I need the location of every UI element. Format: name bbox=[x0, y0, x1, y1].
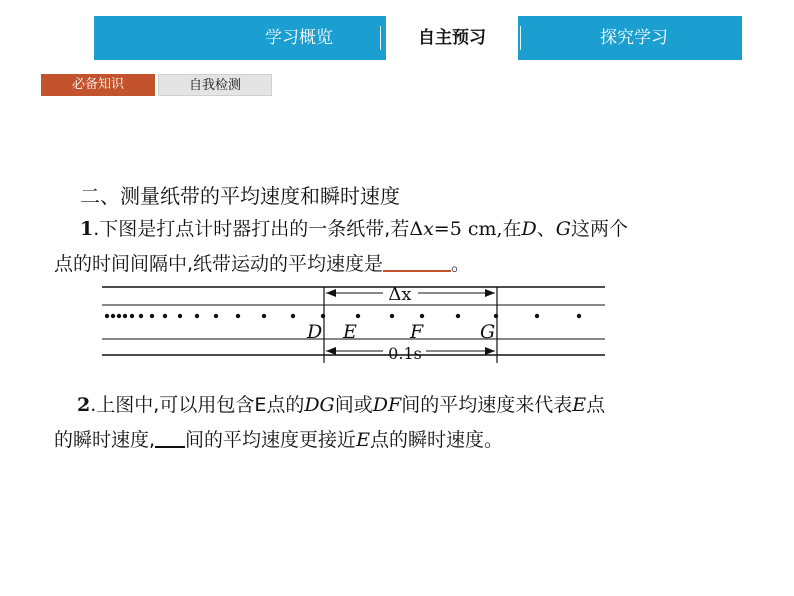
tab-overview[interactable]: 学习概览 bbox=[265, 28, 333, 48]
question-2-line-2: 的瞬时速度, 间的平均速度更接近E点的瞬时速度。 bbox=[54, 429, 503, 451]
tab-preview[interactable]: 自主预习 bbox=[386, 16, 518, 60]
point-label-e: E bbox=[343, 321, 357, 343]
nav-divider bbox=[380, 26, 381, 50]
nav-divider bbox=[520, 26, 521, 50]
ticker-tape-figure bbox=[100, 283, 610, 367]
subtab-self-check[interactable]: 自我检测 bbox=[158, 74, 272, 96]
question-number: 2 bbox=[77, 394, 91, 416]
section-heading: 二、测量纸带的平均速度和瞬时速度 bbox=[80, 184, 400, 208]
point-label-f: F bbox=[410, 321, 424, 343]
answer-blank[interactable] bbox=[155, 432, 185, 448]
question-2-line-1: 2.上图中,可以用包含E点的DG间或DF间的平均速度来代表E点 bbox=[77, 394, 606, 416]
point-label-d: D bbox=[307, 321, 323, 343]
time-interval-label: 0.1s bbox=[388, 344, 422, 363]
question-1-line-2: 点的时间间隔中,纸带运动的平均速度是 。 bbox=[54, 253, 471, 275]
point-label-g: G bbox=[480, 321, 496, 343]
answer-blank[interactable] bbox=[383, 254, 451, 272]
subtab-essential-knowledge[interactable]: 必备知识 bbox=[41, 74, 155, 96]
tab-explore[interactable]: 探究学习 bbox=[600, 28, 668, 48]
tape-dots bbox=[105, 314, 581, 318]
question-number: 1 bbox=[80, 218, 94, 240]
top-nav-bar bbox=[94, 16, 742, 60]
delta-x-label: Δx bbox=[388, 284, 412, 305]
question-1-line-1: 1.下图是打点计时器打出的一条纸带,若Δx=5 cm,在D、G这两个 bbox=[80, 218, 628, 240]
